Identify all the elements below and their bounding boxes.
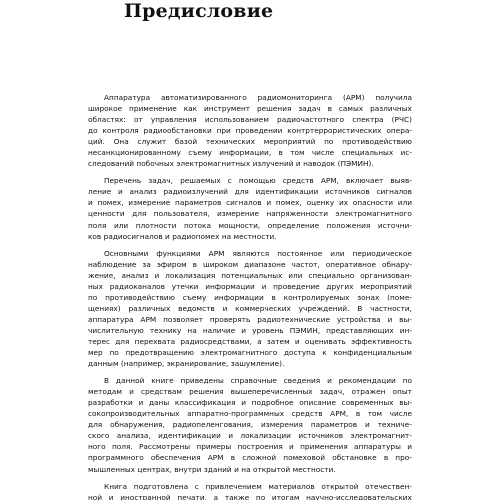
text-line: аппаратура АРМ позволяет проверять радиотехнические устройства и вы-: [88, 314, 412, 324]
text-line: программного обеспечения АРМ в сложной помеховой обстановке в про-: [88, 453, 412, 463]
document-body: [88, 92, 412, 500]
text-line: следований побочных электромагнитных излучений и наводок (ПЭМИН).: [88, 159, 374, 169]
text-line: по противодействию съему информации в контролируемых зонах (поме-: [88, 292, 412, 302]
text-line: В данной книге приведены справочные сведения и рекомендации по: [104, 376, 412, 386]
paragraph: [88, 92, 412, 169]
paragraph: [88, 481, 412, 500]
text-line: для обнаружения, радиопеленгования, измерения параметров и техниче-: [88, 420, 412, 430]
text-line: ной и иностранной печати, а также по итогам научно-исследовательских: [88, 492, 412, 500]
text-line: щениях) различных ведомств и коммерческих учреждений. В частности,: [88, 303, 412, 313]
text-line: областях: от управления использованием радиочастотного спектра (РЧС): [88, 115, 412, 125]
text-line: Основными функциями АРМ являются постоянное или периодическое: [104, 248, 412, 258]
text-line: ций. Она служит базой технических мероприятий по противодействию: [88, 137, 412, 147]
text-line: ных радиоканалов утечки информации и проведение других мероприятий: [88, 281, 412, 291]
text-line: данным (например, экранирование, зашумление).: [88, 359, 285, 369]
paragraph: [88, 248, 412, 370]
text-line: наблюдение за эфиром в широком диапазоне частот, оперативное обнару-: [88, 259, 412, 269]
text-line: ценности для пользователя, измерение напряженности электромагнитного: [88, 209, 412, 219]
text-line: поля или плотности потока мощности, определение положения источни-: [88, 220, 412, 230]
text-line: методам и средствам решения вышеперечисленных задач, отражен опыт: [88, 387, 412, 397]
paragraph: [88, 375, 412, 474]
text-line: жение, анализ и локализация потенциальных или специально организован-: [88, 270, 412, 280]
text-line: широкое применение как инструмент решения задач в самых различных: [88, 104, 412, 114]
text-line: до контроля радиообстановки при проведении контртеррористических опера-: [88, 126, 412, 136]
text-line: числительную технику на наличие и уровень ПЭМИН, представляющих ин-: [88, 325, 412, 335]
text-line: Перечень задач, решаемых с помощью средств АРМ, включает выяв-: [104, 176, 412, 186]
text-line: несанкционированному съему информации, в том числе специальных ис-: [88, 148, 412, 158]
text-line: мышленных центрах, внутри зданий и на открытой местности.: [88, 464, 336, 474]
text-line: ков радиосигналов и радиопомех на местности.: [88, 231, 277, 241]
paragraph: [88, 175, 412, 241]
text-line: разработки и даны классификация и подробное описание современных вы-: [88, 398, 412, 408]
text-line: ление и анализ радиоизлучений для идентификации источников сигналов: [88, 187, 412, 197]
text-line: терес для перехвата радиосредствами, а затем и оценивать эффективность: [88, 336, 412, 346]
text-line: ского анализа, идентификации и локализации источников электромагнит-: [88, 431, 412, 441]
text-line: Книга подготовлена с привлечением материалов открытой отечествен-: [104, 481, 412, 491]
text-line: ного поля. Рассмотрены примеры построения и применения аппаратуры и: [88, 442, 412, 452]
page-title: Предисловие: [124, 0, 274, 22]
text-line: Аппаратура автоматизированного радиомониторинга (АРМ) получила: [104, 93, 412, 102]
text-line: сокопроизводительных аппаратно-программных средств АРМ, в том числе: [88, 409, 412, 419]
text-line: мер по предотвращению электромагнитного доступа к конфиденциальным: [88, 348, 412, 358]
text-line: и помех, измерение параметров сигналов и помех, оценку их опасности или: [88, 198, 412, 208]
